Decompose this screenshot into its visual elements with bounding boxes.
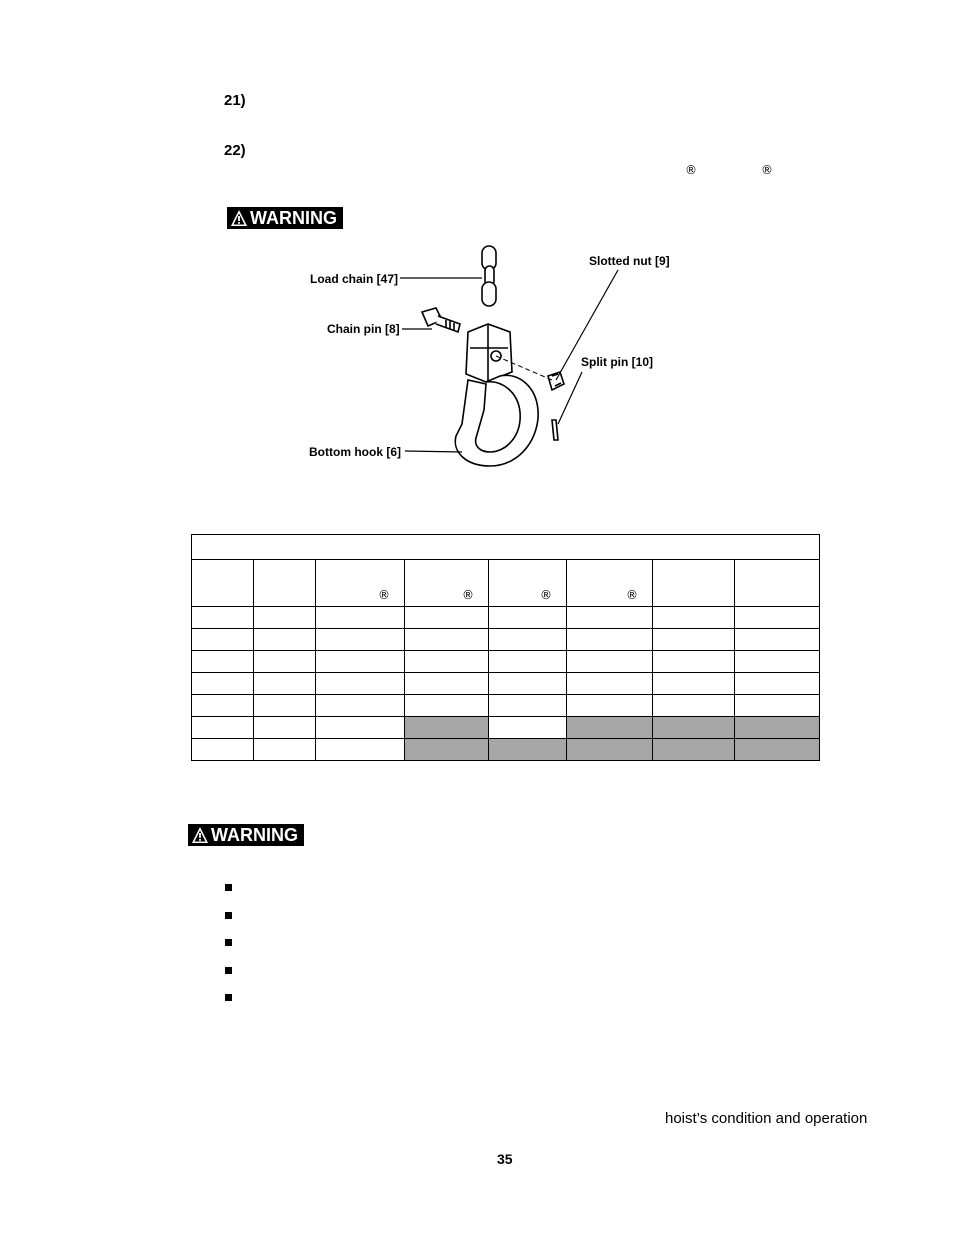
table-cell-shaded bbox=[489, 739, 567, 761]
table-cell-shaded bbox=[567, 739, 653, 761]
table-cell bbox=[735, 607, 820, 629]
table-row bbox=[192, 629, 820, 651]
registered-mark: ® bbox=[540, 588, 552, 602]
callout-load-chain: Load chain [47] bbox=[310, 272, 399, 286]
warning-badge bbox=[227, 207, 343, 229]
warning-badge bbox=[188, 824, 304, 846]
table-cell bbox=[405, 629, 489, 651]
table-cell bbox=[192, 629, 254, 651]
table-cell-shaded bbox=[567, 717, 653, 739]
table-cell-shaded bbox=[735, 739, 820, 761]
header-cell bbox=[489, 560, 567, 607]
table-cell bbox=[735, 651, 820, 673]
footer-text: hoist’s condition and operation bbox=[665, 1110, 868, 1127]
header-cell bbox=[316, 560, 405, 607]
table-cell bbox=[316, 739, 405, 761]
bullet-square-icon bbox=[225, 994, 232, 1001]
table-cell bbox=[653, 629, 735, 651]
step-21-number: 21) bbox=[224, 92, 246, 109]
table-cell bbox=[405, 607, 489, 629]
page-number: 35 bbox=[497, 1151, 513, 1167]
table-header-row bbox=[192, 560, 820, 607]
table-cell bbox=[192, 695, 254, 717]
header-cell bbox=[192, 560, 254, 607]
bullet-square-icon bbox=[225, 967, 232, 974]
table-cell bbox=[489, 629, 567, 651]
table-cell bbox=[316, 695, 405, 717]
table-cell-shaded bbox=[653, 717, 735, 739]
warning-triangle-icon bbox=[230, 209, 248, 227]
bullet-square-icon bbox=[225, 939, 232, 946]
table-cell-shaded bbox=[405, 717, 489, 739]
table-cell bbox=[316, 673, 405, 695]
table-cell bbox=[405, 673, 489, 695]
table-cell bbox=[567, 673, 653, 695]
table-cell bbox=[254, 607, 316, 629]
registered-mark: ® bbox=[761, 163, 773, 177]
table-cell bbox=[653, 695, 735, 717]
table-row bbox=[192, 717, 820, 739]
bullet-square-icon bbox=[225, 884, 232, 891]
header-cell bbox=[567, 560, 653, 607]
table-cell bbox=[735, 673, 820, 695]
table-cell bbox=[254, 651, 316, 673]
table-row bbox=[192, 673, 820, 695]
header-cell bbox=[405, 560, 489, 607]
warning-triangle-icon bbox=[191, 826, 209, 844]
table-cell bbox=[316, 607, 405, 629]
header-cell bbox=[653, 560, 735, 607]
table-cell bbox=[653, 651, 735, 673]
table-cell bbox=[653, 607, 735, 629]
table-cell bbox=[489, 717, 567, 739]
table-cell-shaded bbox=[653, 739, 735, 761]
callout-chain-pin: Chain pin [8] bbox=[327, 322, 400, 336]
table-cell bbox=[192, 673, 254, 695]
callout-bottom-hook: Bottom hook [6] bbox=[309, 445, 401, 459]
warning-label: WARNING bbox=[211, 825, 298, 845]
table-cell bbox=[254, 717, 316, 739]
table-row bbox=[192, 651, 820, 673]
table-row bbox=[192, 607, 820, 629]
spec-table bbox=[191, 534, 820, 761]
table-cell bbox=[254, 695, 316, 717]
registered-mark: ® bbox=[378, 588, 390, 602]
step-22-number: 22) bbox=[224, 142, 246, 159]
table-cell bbox=[192, 607, 254, 629]
table-cell bbox=[735, 629, 820, 651]
registered-mark: ® bbox=[626, 588, 638, 602]
table-cell bbox=[192, 717, 254, 739]
table-cell-shaded bbox=[735, 717, 820, 739]
table-cell bbox=[567, 629, 653, 651]
header-cell bbox=[254, 560, 316, 607]
table-row bbox=[192, 739, 820, 761]
table-cell bbox=[567, 695, 653, 717]
table-cell bbox=[405, 651, 489, 673]
table-cell bbox=[192, 739, 254, 761]
table-row bbox=[192, 695, 820, 717]
table-cell bbox=[653, 673, 735, 695]
table-cell bbox=[405, 695, 489, 717]
table-cell bbox=[489, 673, 567, 695]
table-cell bbox=[254, 739, 316, 761]
registered-mark: ® bbox=[462, 588, 474, 602]
header-cell bbox=[735, 560, 820, 607]
table-cell bbox=[735, 695, 820, 717]
table-cell bbox=[254, 629, 316, 651]
registered-mark: ® bbox=[685, 163, 697, 177]
callout-slotted-nut: Slotted nut [9] bbox=[589, 254, 670, 268]
table-cell bbox=[567, 651, 653, 673]
table-cell bbox=[489, 607, 567, 629]
table-cell bbox=[489, 695, 567, 717]
warning-label: WARNING bbox=[250, 208, 337, 228]
bullet-square-icon bbox=[225, 912, 232, 919]
table-title-cell bbox=[192, 535, 820, 560]
table-cell bbox=[316, 629, 405, 651]
table-cell bbox=[254, 673, 316, 695]
table-cell bbox=[316, 651, 405, 673]
table-cell-shaded bbox=[405, 739, 489, 761]
table-cell bbox=[192, 651, 254, 673]
table-cell bbox=[489, 651, 567, 673]
table-cell bbox=[567, 607, 653, 629]
callout-split-pin: Split pin [10] bbox=[581, 355, 653, 369]
table-cell bbox=[316, 717, 405, 739]
